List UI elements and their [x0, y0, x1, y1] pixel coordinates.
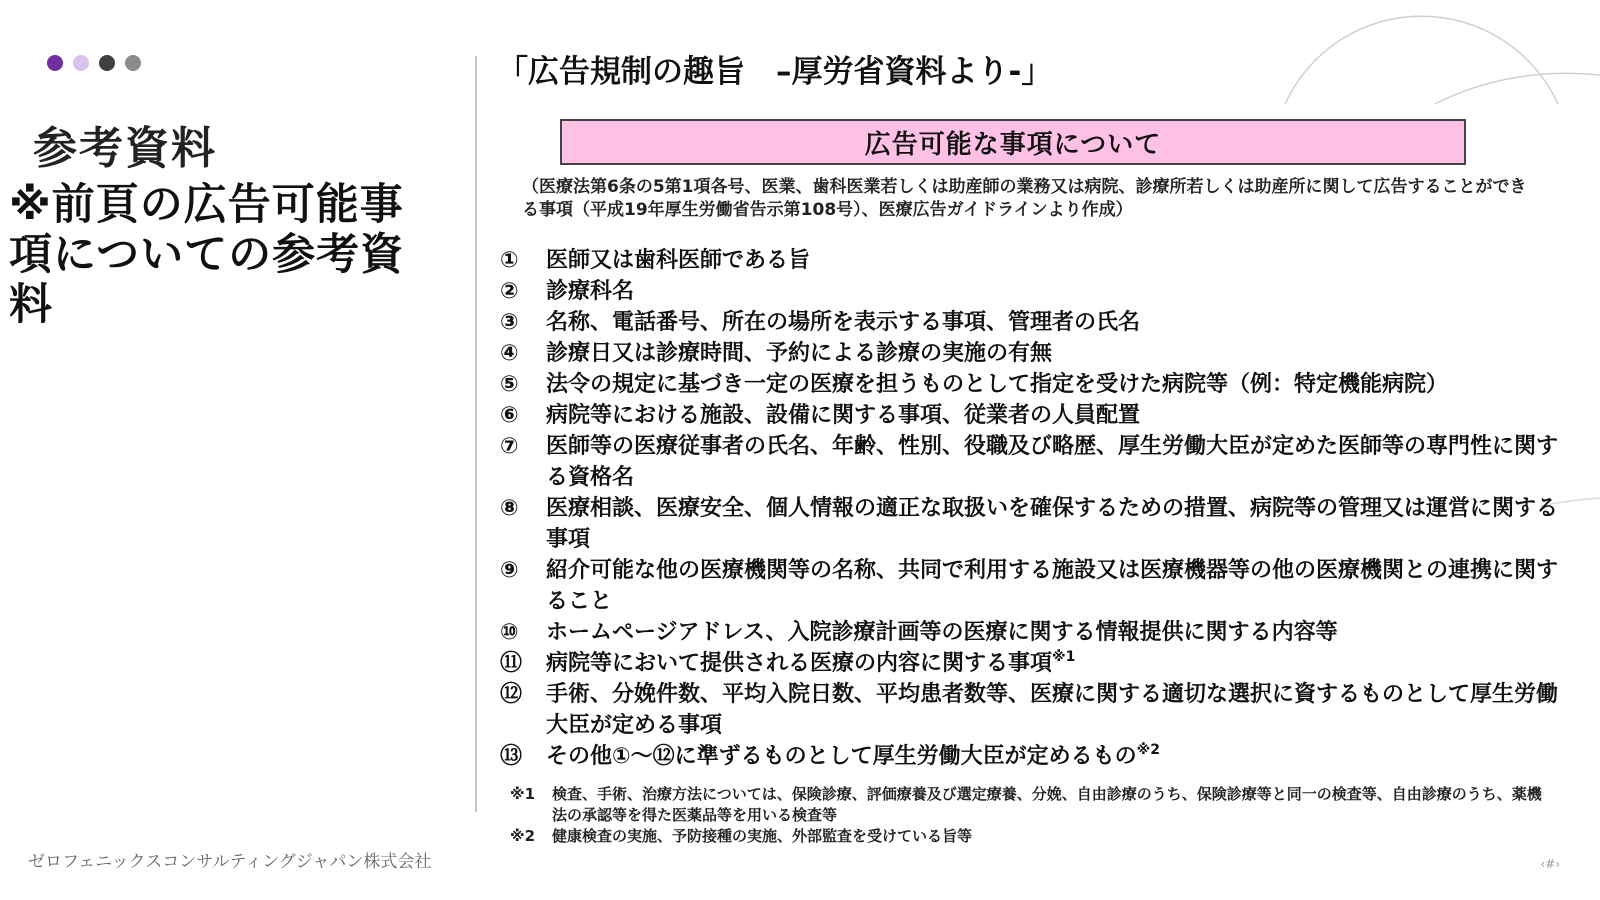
item-text-body: 医師等の医療従事者の氏名、年齢、性別、役職及び略歴、厚生労働大臣が定めた医師等の専門性に関する資格名: [546, 434, 1559, 490]
dot-purple: [47, 55, 63, 71]
list-item: [500, 307, 1575, 338]
item-text-body: 法令の規定に基づき一定の医療を担うものとして指定を受けた病院等（例：特定機能病院）: [546, 372, 1449, 397]
item-number: ⑫: [500, 682, 523, 707]
item-text-body: ホームページアドレス、入院診療計画等の医療に関する情報提供に関する内容等: [546, 620, 1338, 645]
item-number: ⑩: [500, 620, 519, 645]
item-number: ⑥: [500, 403, 519, 428]
item-text-body: 診療日又は診療時間、予約による診療の実施の有無: [546, 341, 1053, 366]
advertisable-items-header: [560, 119, 1466, 165]
list-item: [500, 431, 1575, 493]
item-text-body: 病院等における施設、設備に関する事項、従業者の人員配置: [546, 403, 1141, 428]
item-text: [546, 741, 1575, 772]
item-number: ①: [500, 248, 519, 273]
item-text: [546, 369, 1575, 400]
item-text-body: 医師又は歯科医師である旨: [546, 248, 811, 273]
dot-dark-gray: [99, 55, 115, 71]
item-number: ⑧: [500, 496, 519, 521]
item-text-body: 手術、分娩件数、平均入院日数、平均患者数等、医療に関する適切な選択に資するものとして厚生労働大臣が定める事項: [546, 682, 1559, 738]
item-text: [546, 276, 1575, 307]
header-box-label: 広告可能な事項について: [864, 129, 1162, 160]
page-number: ‹#›: [1540, 857, 1560, 871]
item-number: ⑨: [500, 558, 519, 583]
list-item: [500, 741, 1575, 772]
sidebar-heading: 参考資料: [33, 123, 217, 174]
footnote-ref: ※1: [1052, 649, 1076, 665]
item-text: [546, 307, 1575, 338]
footnote-text: 健康検査の実施、予防接種の実施、外部監査を受けている旨等: [552, 827, 973, 845]
list-item: [500, 617, 1575, 648]
item-number: ⑬: [500, 744, 523, 769]
decorative-dots: [47, 55, 141, 71]
item-text: [546, 679, 1575, 741]
item-text: [546, 493, 1575, 555]
vertical-divider: [475, 56, 477, 812]
item-text: [546, 431, 1575, 493]
source-note: （医療法第6条の5第1項各号、医業、歯科医業若しくは助産師の業務又は病院、診療所若しくは助産所に関して広告することができる事項（平成19年厚生労働省告示第108号）、医療広告ガイドラインより作成）: [522, 177, 1527, 220]
item-text: [546, 400, 1575, 431]
item-number: ⑤: [500, 372, 519, 397]
footnote-ref: ※2: [1136, 742, 1160, 758]
dot-gray: [125, 55, 141, 71]
footnote-mark: ※1: [510, 785, 536, 803]
list-item: [500, 369, 1575, 400]
item-text-body: その他①～⑫に準ずるものとして厚生労働大臣が定めるもの: [546, 744, 1137, 769]
dot-lavender: [73, 55, 89, 71]
item-text: [546, 648, 1575, 679]
list-item: [500, 648, 1575, 679]
list-item: [500, 338, 1575, 369]
item-number: ⑦: [500, 434, 519, 459]
list-item: [500, 400, 1575, 431]
list-item: [500, 493, 1575, 555]
item-text-body: 診療科名: [546, 279, 635, 304]
item-text: [546, 338, 1575, 369]
item-text-body: 紹介可能な他の医療機関等の名称、共同で利用する施設又は医療機器等の他の医療機関との連携に関すること: [546, 558, 1559, 614]
item-number: ③: [500, 310, 519, 335]
list-item: [500, 245, 1575, 276]
item-text-body: 医療相談、医療安全、個人情報の適正な取扱いを確保するための措置、病院等の管理又は運営に関する事項: [546, 496, 1559, 552]
sidebar-body: ※前頁の広告可能事項についての参考資料: [9, 180, 405, 330]
footnote: [510, 826, 1550, 847]
item-number: ⑪: [500, 651, 523, 676]
item-text-body: 名称、電話番号、所在の場所を表示する事項、管理者の氏名: [546, 310, 1141, 335]
item-text-body: 病院等において提供される医療の内容に関する事項: [546, 651, 1053, 676]
footnote-text: 検査、手術、治療方法については、保険診療、評価療養及び選定療養、分娩、自由診療のうち、保険診療等と同一の検査等、自由診療のうち、薬機法の承認等を得た医薬品等を用いる検査等: [552, 785, 1542, 824]
footnote-mark: ※2: [510, 827, 536, 845]
item-number: ②: [500, 279, 519, 304]
slide-title: 「広告規制の趣旨 –厚労省資料より-」: [497, 54, 1053, 90]
item-text: [546, 555, 1575, 617]
list-item: [500, 679, 1575, 741]
item-text: [546, 245, 1575, 276]
list-item: [500, 276, 1575, 307]
list-item: [500, 555, 1575, 617]
advertisable-items-list: [500, 245, 1575, 772]
item-number: ④: [500, 341, 519, 366]
footnotes: [510, 784, 1550, 847]
company-name: ゼロフェニックスコンサルティングジャパン株式会社: [28, 852, 432, 872]
item-text: [546, 617, 1575, 648]
footnote: [510, 784, 1550, 826]
